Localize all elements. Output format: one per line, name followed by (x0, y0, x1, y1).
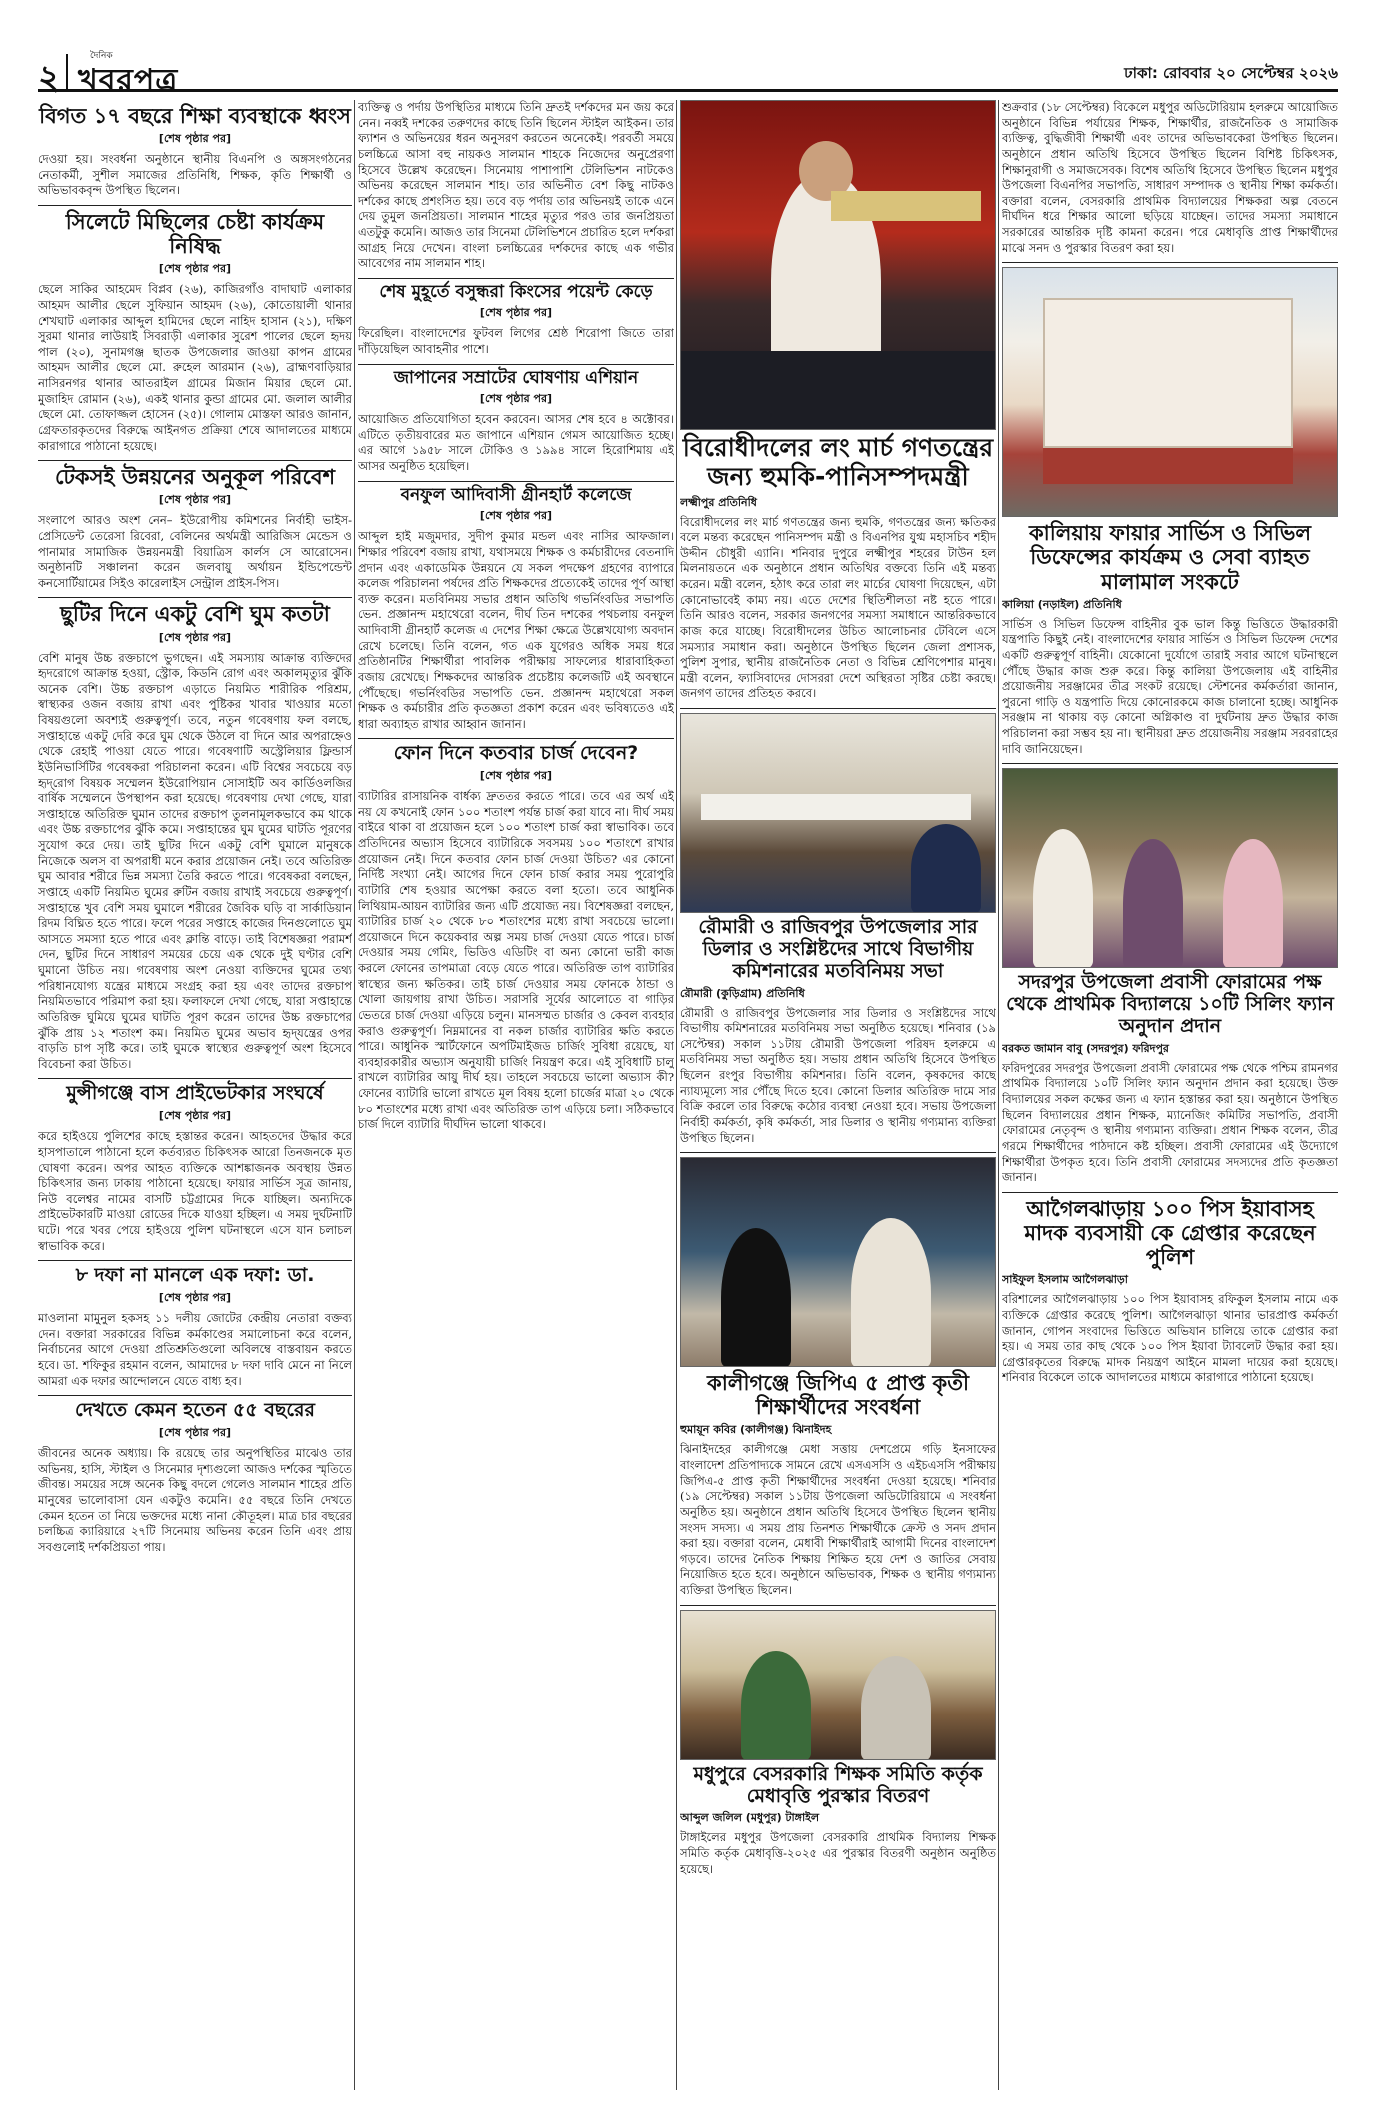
article-body: ফরিদপুরের সদরপুর উপজেলা প্রবাসী ফোরামের পক্ষ থেকে পশ্চিম রামনগর প্রাথমিক বিদ্যালয়ে ১০টি সিলিং ফ্যান অনুদান প্রদান করা হয়েছে। উক্ত বিদ্যালয়ের সকল কক্ষের জন্য এ ফ্যান হস্তান্তর করা হয়। অনুষ্ঠানে উপস্থিত ছিলেন বিদ্যালয়ের প্রধান শিক্ষক, ম্যানেজিং কমিটির সভাপতি, প্রবাসী ফোরামের নেতৃবৃন্দ ও স্থানীয় গণ্যমান্য ব্যক্তিরা। প্রধান শিক্ষক বলেন, তীব্র গরমে শিক্ষার্থীদের পাঠদানে কষ্ট হচ্ছিল। প্রবাসী ফোরামের এই উদ্যোগে শিক্ষার্থীরা উপকৃত হবে। তিনি প্রবাসী ফোরামের সদস্যদের প্রতি কৃতজ্ঞতা জানান। (1002, 1060, 1338, 1185)
news-photo (1002, 267, 1338, 517)
article-continuation (358, 100, 674, 272)
news-photo (680, 1610, 996, 1760)
article (358, 743, 674, 1133)
divider (38, 1260, 352, 1261)
article (358, 283, 674, 358)
news-photo (680, 1157, 996, 1367)
article (680, 917, 996, 1146)
article (38, 602, 352, 1072)
article-body: সার্ভিস ও সিভিল ডিফেন্স বাহিনীর বুক ভাল কিন্তু ভিত্তিতে উদ্ধারকারী যন্ত্রপাতি কিছুই নেই। বাংলাদেশের ফায়ার সার্ভিস ও সিভিল ডিফেন্স দেশের একটি গুরুত্বপূর্ণ বাহিনী। যেকোনো দুর্যোগে তারাই সবার আগে ঘটনাস্থলে পৌঁছে উদ্ধার কাজ শুরু করে। কিন্তু কালিয়া উপজেলায় এই বাহিনীর প্রয়োজনীয় সরঞ্জামের তীব্র সংকট রয়েছে। স্টেশনের কর্মকর্তারা জানান, পুরনো গাড়ি ও যন্ত্রপাতি দিয়ে কোনোরকমে কাজ চালানো হচ্ছে। আধুনিক সরঞ্জাম না থাকায় বড় কোনো অগ্নিকাণ্ড বা দুর্ঘটনায় দ্রুত উদ্ধার কাজ পরিচালনা করা সম্ভব হয় না। স্থানীয়রা দ্রুত প্রয়োজনীয় সরঞ্জাম সরবরাহের দাবি জানিয়েছেন। (1002, 616, 1338, 756)
continued-label: [শেষ পৃষ্ঠার পর] (479, 392, 553, 406)
continued-label: [শেষ পৃষ্ঠার পর] (158, 1109, 232, 1123)
headline: ছুটির দিনে একটু বেশি ঘুম কতটা (60, 602, 330, 627)
divider (680, 708, 996, 709)
headline: শেষ মুহূর্তে বসুন্ধরা কিংসের পয়েন্ট কেড়ে (379, 281, 653, 302)
divider (38, 597, 352, 598)
headline: কালীগঞ্জে জিপিএ ৫ প্রাপ্ত কৃতী শিক্ষার্থীদের সংবর্ধনা (707, 1371, 969, 1420)
article-body: মাওলানা মামুনুল হকসহ ১১ দলীয় জোটের কেন্দ্রীয় নেতারা বক্তব্য দেন। বক্তারা সরকারের বিভিন্ন কর্মকাণ্ডের সমালোচনা করে বলেন, নির্বাচনের আগে দেওয়া প্রতিশ্রুতিগুলো অবিলম্বে বাস্তবায়ন করতে হবে। ডা. শফিকুর রহমান বলেন, আমাদের ৮ দফা দাবি মেনে না নিলে আমরা এক দফার আন্দোলনে যেতে বাধ্য হব। (38, 1311, 352, 1388)
article (1002, 521, 1338, 757)
article-body: আয়োজিত প্রতিযোগিতা হবেন করবেন। আসর শেষ হবে ৪ অক্টোবর। এটিতে তৃতীয়বারের মত জাপানে এশিয়ান গেমস আয়োজিত হচ্ছে। এর আগে ১৯৫৮ সালে টোকিও ও ১৯৯৪ সালে হিরোশিমায় এই আসর অনুষ্ঠিত হয়েছিল। (358, 412, 674, 474)
article-body: আব্দুল হাই মজুমদার, সুদীপ কুমার মন্ডল এবং নাসির আফজাল। শিক্ষার পরিবেশ বজায় রাখা, যথাসময়ে শিক্ষক ও কর্মচারীদের বেতনাদি প্রদান এবং একাডেমিক উন্নয়নে যে সকল পদক্ষেপ গ্রহণের ব্যাপারে কলেজ পরিচালনা পর্ষদের প্রতি শিক্ষকদের প্রত্যেকেই তাদের পূর্ণ আস্থা ব্যক্ত করেন। মতবিনিময় সভার প্রধান অতিথি গভর্নিংবডির সভাপতি ভেন. প্রজ্ঞানন্দ মহাথেরো বলেন, দীর্ঘ তিন দশকের পথচলায় বনফুল আদিবাসী গ্রীনহার্ট কলেজ এ দেশের শিক্ষা ক্ষেত্রে উল্লেখযোগ্য অবদান রেখে চলেছে। তিনি বলেন, গত এক যুগেরও অধিক সময় ধরে প্রতিষ্ঠানটির শিক্ষার্থীরা পাবলিক পরীক্ষায় সাফল্যের ধারাবাহিকতা বজায় রেখেছে। শিক্ষকদের আন্তরিক প্রচেষ্টায় কলেজটি এই অবস্থানে পৌঁছেছে। গভর্নিংবডির সভাপতি ভেন. প্রজ্ঞানন্দ মহাথেরো সকল শিক্ষক ও কর্মচারীর প্রতি কৃতজ্ঞতা প্রকাশ করেন এবং ভবিষ্যতেও এই ধারা অব্যাহত রাখার আহ্বান জানান। (358, 529, 674, 731)
column-rule (354, 100, 355, 2090)
paper-name: খবরপত্র (78, 63, 179, 98)
article (38, 1083, 352, 1254)
article-body: বরিশালের আগৈলঝাড়ায় ১০০ পিস ইয়াবাসহ রফিকুল ইসলাম নামে এক ব্যক্তিকে গ্রেপ্তার করেছে পুলিশ। আগৈলঝাড়া থানার ভারপ্রাপ্ত কর্মকর্তা জানান, গোপন সংবাদের ভিত্তিতে অভিযান চালিয়ে তাকে গ্রেপ্তার করা হয়। এ সময় তার কাছ থেকে ১০০ পিস ইয়াবা ট্যাবলেট উদ্ধার করা হয়। গ্রেপ্তারকৃতের বিরুদ্ধে মাদক নিয়ন্ত্রণ আইনে মামলা দায়ের করা হয়েছে। শনিবার বিকেলে তাকে আদালতের মাধ্যমে কারাগারে পাঠানো হয়েছে। (1002, 1292, 1338, 1385)
article-body: জীবনের অনেক অধ্যায়। কি রয়েছে তার অনুপস্থিতির মাঝেও তার অভিনয়, হাসি, স্টাইল ও সিনেমার দৃশ্যগুলো আজও দর্শকের স্মৃতিতে জীবন্ত। সময়ের সঙ্গে অনেক কিছু বদলে গেলেও সালমান শাহের প্রতি মানুষের ভালোবাসা যেন একটুও কমেনি। ৫৫ বছরে তিনি দেখতে কেমন হতেন তা নিয়ে ভক্তদের মধ্যে নানা কৌতূহল। মাত্র চার বছরের চলচ্চিত্র ক্যারিয়ারে ২৭টি সিনেমায় অভিনয় করেন তিনি এবং প্রায় সবগুলোই দর্শকপ্রিয়তা পায়। (38, 1446, 352, 1554)
continued-label: [শেষ পৃষ্ঠার পর] (158, 630, 232, 644)
page-number: ২ (38, 58, 61, 98)
student-figure (721, 1228, 791, 1367)
article-body: ব্যাটারির রাসায়নিক বার্ধক্য দ্রুততর করতে পারে। তবে এর অর্থ এই নয় যে কখনোই ফোন ১০০ শতাংশ পর্যন্ত চার্জ করা যাবে না। দীর্ঘ সময় বাইরে থাকা বা প্রয়োজন হলে ১০০ শতাংশ চার্জ করা স্বাভাবিক। তবে প্রতিদিনের অভ্যাস হিসেবে ব্যাটারিকে সবসময় ১০০ শতাংশে রাখার প্রয়োজন নেই। দিনে কতবার ফোন চার্জ দেওয়া উচিত? এর কোনো নির্দিষ্ট সংখ্যা নেই। আগের দিনে ফোন চার্জ করার সময় পুরোপুরি ব্যাটারি শেষ হওয়ার অপেক্ষা করতে বলা হতো। তবে আধুনিক লিথিয়াম-আয়ন ব্যাটারির জন্য এটি প্রযোজ্য নয়। বিশেষজ্ঞরা বলছেন, ব্যাটারির চার্জ ২০ থেকে ৮০ শতাংশের মধ্যে রাখা সবচেয়ে ভালো। প্রয়োজনে দিনে কয়েকবার অল্প সময় চার্জ দেওয়া যেতে পারে। চার্জ দেওয়ার সময় গেমিং, ভিডিও এডিটিং বা অন্য কোনো ভারী কাজ করলে ফোনের তাপমাত্রা বেড়ে যেতে পারে। অতিরিক্ত তাপ ব্যাটারির স্বাস্থ্যের জন্য ক্ষতিকর। তাই চার্জ দেওয়ার সময় ফোনকে ঠান্ডা ও খোলা জায়গায় রাখা উচিত। সরাসরি সূর্যের আলোতে বা গাড়ির ভেতরে চার্জ দেওয়া এড়িয়ে চলুন। মানসম্মত চার্জার ও কেবল ব্যবহার করাও গুরুত্বপূর্ণ। নিম্নমানের বা নকল চার্জার ব্যাটারির ক্ষতি করতে পারে। আধুনিক স্মার্টফোনে অপটিমাইজড চার্জিং সুবিধা রয়েছে, যা ব্যবহারকারীর অভ্যাস অনুযায়ী চার্জিং নিয়ন্ত্রণ করে। এই সুবিধাটি চালু রাখলে ব্যাটারির আয়ু দীর্ঘ হয়। তাহলে সবচেয়ে ভালো অভ্যাস কী? ফোনের ব্যাটারি ভালো রাখতে মূল বিষয় হলো চার্জের মাত্রা ২০ থেকে ৮০ শতাংশের মধ্যে রাখা এবং অতিরিক্ত তাপ এড়িয়ে চলা। সঠিকভাবে চার্জ দিলে ব্যাটারি দীর্ঘদিন ভালো থাকবে। (358, 789, 674, 1132)
article-continuation (1002, 100, 1338, 256)
byline: রৌমারী (কুড়িগ্রাম) প্রতিনিধি (680, 986, 805, 1000)
divider (358, 364, 674, 365)
headline: সদরপুর উপজেলা প্রবাসী ফোরামের পক্ষ থেকে প্রাথমিক বিদ্যালয়ে ১০টি সিলিং ফ্যান অনুদান প্রদান (1006, 971, 1334, 1037)
article (680, 1371, 996, 1599)
byline: লক্ষ্মীপুর প্রতিনিধি (680, 495, 757, 509)
article (358, 486, 674, 733)
article-body: ফিরেছিল। বাংলাদেশের ফুটবল লিগের শ্রেষ্ঠ শিরোপা জিতে তারা দাঁড়িয়েছিল আবাহনীর পাশে। (358, 326, 674, 357)
article (1002, 1197, 1338, 1386)
continued-label: [শেষ পৃষ্ঠার পর] (158, 493, 232, 507)
audience (681, 351, 995, 430)
divider (38, 1395, 352, 1396)
article (38, 210, 352, 454)
masthead-divider (66, 54, 68, 90)
column-4 (1002, 100, 1338, 2090)
guest-figure (1123, 839, 1183, 968)
article-body: বেশি মানুষ উচ্চ রক্তচাপে ভুগছেন। এই সমস্যায় আক্রান্ত ব্যক্তিদের হৃদরোগে আক্রান্ত হওয়া, স্ট্রোক, কিডনি রোগ এবং অকালমৃত্যুর ঝুঁকি অনেক বেশি। উচ্চ রক্তচাপ এড়াতে নিয়মিত শারীরিক পরিশ্রম, স্বাস্থ্যকর ওজন বজায় রাখা এবং পুষ্টিকর খাবার খাওয়ার মতো বিষয়গুলো অবশ্যই গুরুত্বপূর্ণ। তবে, নতুন গবেষণায় ফল বলছে, সপ্তাহান্তে একটু দেরি করে ঘুম থেকে উঠলে বা দিনে আর অপরাহ্নেও থেকে রেহাই পাওয়া যেতে পারে। গবেষণাটি অস্ট্রেলিয়ার ফ্লিন্ডার্স ইউনিভার্সিটির গবেষকরা পরিচালনা করেন। এটি বিশ্বের সবচেয়ে বড় হৃদ্‌রোগ বিষয়ক সম্মেলন ইউরোপিয়ান সোসাইটি অব কার্ডিওলজির বার্ষিক সম্মেলনে উপস্থাপন করা হয়েছে। গবেষণায় দেখা গেছে, যারা সপ্তাহান্তে অতিরিক্ত ঘুমান তাদের রক্তচাপ তুলনামূলকভাবে কম থাকে এবং উচ্চ রক্তচাপের ঝুঁকি কমে। সপ্তাহান্তের ঘুম ঘুমের ঘাটতি পূরণের সুযোগ করে দেয়। তাই ছুটির দিনে একটু বেশি ঘুমালে মানুষকে নিজেকে অলস বা অপরাধী মনে করার প্রয়োজন নেই। তবে অতিরিক্ত ঘুম আবার শরীরে ভিন্ন সমস্যা তৈরি করতে পারে। গবেষকরা বলছেন, সপ্তাহে একটি নিয়মিত ঘুমের রুটিন বজায় রাখাই সবচেয়ে গুরুত্বপূর্ণ। সপ্তাহান্তে খুব বেশি সময় ঘুমালে শরীরের জৈবিক ঘড়ি বা সার্কাডিয়ান রিদম বিঘ্নিত হতে পারে। ফলে পরের সপ্তাহে কাজের দিনগুলোতে ঘুম আসতে সমস্যা হতে পারে এবং ক্লান্তি বাড়ে। তাই বিশেষজ্ঞরা পরামর্শ দেন, ছুটির দিনে সাধারণ সময়ের চেয়ে এক থেকে দুই ঘণ্টার বেশি ঘুমানো উচিত নয়। গবেষণায় অংশ নেওয়া ব্যক্তিদের ঘুমের তথ্য পরিধানযোগ্য যন্ত্রের মাধ্যমে সংগ্রহ করা হয় এবং তাদের রক্তচাপ নিয়মিতভাবে পরিমাপ করা হয়। ফলাফলে দেখা গেছে, যারা সপ্তাহান্তে অতিরিক্ত ঘুমিয়ে ঘুমের ঘাটতি পূরণ করেন তাদের উচ্চ রক্তচাপের ঝুঁকি প্রায় ১২ শতাংশ কম। নিয়মিত ঘুমের অভাব হৃদ্‌যন্ত্রের ওপর বাড়তি চাপ সৃষ্টি করে। তাই ঘুমকে স্বাস্থ্যের গুরুত্বপূর্ণ অংশ হিসেবে বিবেচনা করা উচিত। (38, 650, 352, 1071)
divider (1002, 1192, 1338, 1193)
divider (680, 1605, 996, 1606)
headline: মুন্সীগঞ্জে বাস প্রাইভেটকার সংঘর্ষে (66, 1082, 324, 1105)
news-photo (680, 100, 996, 430)
column-1 (38, 100, 352, 2090)
article (358, 369, 674, 475)
headline: টেকসই উন্নয়নের অনুকূল পরিবেশ (54, 465, 336, 490)
byline: আব্দুল জলিল (মধুপুর) টাঙ্গাইল (680, 1811, 820, 1825)
continued-label: [শেষ পৃষ্ঠার পর] (158, 1291, 232, 1305)
article (680, 1764, 996, 1878)
divider (38, 460, 352, 461)
headline: রৌমারী ও রাজিবপুর উপজেলার সার ডিলার ও সংশ্লিষ্টদের সাথে বিভাগীয় কমিশনারের মতবিনিময় সভা (698, 916, 978, 982)
article (38, 1265, 352, 1389)
byline: হুমায়ূন কবির (কালীগঞ্জ) ঝিনাইদহ (680, 1423, 832, 1437)
guest-figure (741, 1651, 811, 1760)
continued-label: [শেষ পৃষ্ঠার পর] (158, 262, 232, 276)
continued-label: [শেষ পৃষ্ঠার পর] (479, 769, 553, 783)
divider (38, 1078, 352, 1079)
building (1043, 298, 1293, 448)
divider (1002, 763, 1338, 764)
paper-tagline: দৈনিক (90, 51, 113, 61)
news-photo (1002, 768, 1338, 968)
dateline: ঢাকা: রোববার ২০ সেপ্টেম্বর ২০২৬ (1124, 64, 1338, 82)
article-body: দেওয়া হয়। সংবর্ধনা অনুষ্ঠানে স্থানীয় বিএনপি ও অঙ্গসংগঠনের নেতাকর্মী, সুশীল সমাজের প্রতিনিধি, শিক্ষক, কৃতি শিক্ষার্থী ও অভিভাবকবৃন্দ উপস্থিত ছিলেন। (38, 152, 352, 198)
article-body: করে হাইওয়ে পুলিশের কাছে হস্তান্তর করেন। আহতদের উদ্ধার করে হাসপাতালে পাঠানো হলে কর্তব্যরত চিকিৎসক আরো তিনজনকে মৃত ঘোষণা করেন। অপর আহত ব্যক্তিকে আশঙ্কাজনক অবস্থায় উন্নত চিকিৎসার জন্য ঢাকায় পাঠানো হয়েছে। ফায়ার সার্ভিস সূত্র জানায়, নিউ বলেশ্বর নামের বাসটি চট্টগ্রামের দিকে যাচ্ছিল। অন্যদিকে প্রাইভেটকারটি মাওয়া রোডের দিকে যাওয়া হচ্ছিল। এ সময় দুর্ঘটনাটি ঘটে। পরে খবর পেয়ে হাইওয়ে পুলিশ ঘটনাস্থলে এসে যান চলাচল স্বাভাবিক করে। (38, 1129, 352, 1253)
article (38, 1400, 352, 1555)
news-photo (680, 713, 996, 913)
byline: কালিয়া (নড়াইল) প্রতিনিধি (1002, 597, 1122, 611)
article (1002, 972, 1338, 1186)
continued-label: [শেষ পৃষ্ঠার পর] (158, 132, 232, 146)
article (680, 434, 996, 702)
headline: বিগত ১৭ বছরে শিক্ষা ব্যবস্থাকে ধ্বংস (39, 104, 351, 128)
article-body: রৌমারী ও রাজিবপুর উপজেলার সার ডিলার ও সংশ্লিষ্টদের সাথে বিভাগীয় কমিশনারের মতবিনিময় সভা অনুষ্ঠিত হয়েছে। শনিবার (১৯ সেপ্টেম্বর) সকাল ১১টায় রৌমারী উপজেলা পরিষদ হলরুমে এ মতবিনিময় সভা অনুষ্ঠিত হয়। সভায় প্রধান অতিথি হিসেবে উপস্থিত ছিলেন রংপুর বিভাগীয় কমিশনার। তিনি বলেন, কৃষকদের কাছে ন্যায্যমূল্যে সার পৌঁছে দিতে হবে। কোনো ডিলার অতিরিক্ত দামে সার বিক্রি করলে তার বিরুদ্ধে কঠোর ব্যবস্থা নেওয়া হবে। সভায় উপজেলা নির্বাহী কর্মকর্তা, কৃষি কর্মকর্তা, সার ডিলার ও স্থানীয় গণ্যমান্য ব্যক্তিরা উপস্থিত ছিলেন। (680, 1005, 996, 1145)
building-base (1043, 448, 1293, 484)
headline: জাপানের সম্রাটের ঘোষণায় এশিয়ান (393, 367, 639, 388)
article-body: ছেলে সাকির আহমেদ বিপ্লব (২৬), কাজিরগাঁও বাদাঘাট এলাকার আহমদ আলীর ছেলে সুফিয়ান আহমদ (২৬), কোতোয়ালী থানার শেখঘাট এলাকার আব্দুল হামিদের ছেলে নাহিদ হাসান (২১), দক্ষিণ সুরমা থানার লাউয়াই সিবরাড়ী এলাকার সুরেশ পালের ছেলে হৃদয় পাল (২০), সুনামগঞ্জ ছাতক উপজেলার জাওয়া কাপন গ্রামের আহমদ আলীর ছেলে মো. রুহেল আরমান (২৬), ব্রাহ্মণবাড়িয়ার নাসিরনগর থানার আতরাইল গ্রামের মিজান মিয়ার ছেলে মো. মুজাহিদ রোমান (২৬), একই থানার কুন্ডা গ্রামের মো. জলাল আলীর ছেলে মো. তোফাজ্জল হোসেন (২৫)। গোলাম মোস্তফা আরও জানান, গ্রেফতারকৃতদের বিরুদ্ধে আইনগত প্রক্রিয়া শেষে আদালতের মাধ্যমে কারাগারে পাঠানো হয়েছে। (38, 282, 352, 453)
byline: বরকত জামান বাবু (সদরপুর) ফরিদপুর (1002, 1041, 1169, 1055)
divider (38, 205, 352, 206)
guest-figure (851, 1218, 931, 1367)
headline: বনফুল আদিবাসী গ্রীনহার্ট কলেজে (400, 484, 632, 505)
guest-figure (1223, 839, 1283, 968)
column-3 (680, 100, 996, 2090)
article-body: শুক্রবার (১৮ সেপ্টেম্বর) বিকেলে মধুপুর অডিটোরিয়াম হলরুমে আয়োজিত অনুষ্ঠানে বিভিন্ন পর্যায়ের শিক্ষক, শিক্ষার্থীর, রাজনৈতিক ও সামাজিক ব্যক্তিত্ব, বুদ্ধিজীবী শিক্ষার্থী এবং তাদের অভিভাবকেরা উপস্থিত ছিলেন। অনুষ্ঠানে প্রধান অতিথি হিসেবে উপস্থিত ছিলেন বিশিষ্ট চিকিৎসক, শিক্ষানুরাগী ও সমাজসেবক। বিশেষ অতিথি হিসেবে উপস্থিত ছিলেন মধুপুর উপজেলা বিএনপির সভাপতি, সাধারণ সম্পাদক ও স্থানীয় শিক্ষা কর্মকর্তা। বক্তারা বলেন, বেসরকারি প্রাথমিক বিদ্যালয়ের শিক্ষকরা অল্প বেতনে দীর্ঘদিন ধরে শিক্ষার আলো ছড়িয়ে যাচ্ছেন। তাদের সমস্যা সমাধানে সরকারের আন্তরিক দৃষ্টি কামনা করেন। পরে মেধাবৃত্তি প্রাপ্ত শিক্ষার্থীদের মাঝে সনদ ও পুরস্কার বিতরণ করা হয়। (1002, 100, 1338, 255)
masthead (38, 51, 1338, 98)
article-body: সংলাপে আরও অংশ নেন– ইউরোপীয় কমিশনের নির্বাহী ভাইস-প্রেসিডেন্ট তেরেসা রিবেরা, বেলিনের অর্থমন্ত্রী আরিজিস মেন্ডেস ও পানামার সামাজিক উন্নয়নমন্ত্রী বিয়াত্রিস কার্লস সে আরোসেন। অনুষ্ঠানটি সঞ্চালনা করেন জলবায়ু অর্থায়ন ইন্ডিপেন্ডেন্ট কনসোর্টিয়ামের সিইও কারেলাইস সেন্ট্রাল প্রাইস-পিস। (38, 513, 352, 590)
divider (1002, 262, 1338, 263)
headline: ফোন দিনে কতবার চার্জ দেবেন? (393, 742, 639, 765)
officer-figure (911, 824, 981, 913)
article (38, 104, 352, 199)
divider (358, 738, 674, 739)
divider (680, 1152, 996, 1153)
headline: সিলেটে মিছিলের চেষ্টা কার্যক্রম নিষিদ্ধ (65, 210, 325, 259)
divider (358, 278, 674, 279)
article-body: ব্যক্তিত্ব ও পর্দায় উপস্থিতির মাধ্যমে তিনি দ্রুতই দর্শকদের মন জয় করে নেন। নব্বই দশকের তরুণদের কাছে তিনি ছিলেন স্টাইল আইকন। তার ফ্যাশন ও অভিনয়ের ধরন অনুসরণ করতেন অনেকেই। পরবর্তী সময়ে চলচ্চিত্রে আসা বহু নায়কও সালমান শাহকে নিজেদের অনুপ্রেরণা হিসেবে উল্লেখ করেছেন। সিনেমায় পাশাপাশি টেলিভিশন নাটকেও অভিনয় করেছেন সালমান শাহ। তার অভিনীত বেশ কিছু নাটকও দর্শকের কাছে প্রশংসিত হয়। তবে বড় পর্দায় তার অভিনয়ই তাকে এনে দেয় তুমুল জনপ্রিয়তা। সালমান শাহের মৃত্যুর পরও তার জনপ্রিয়তা এতটুকু কমেনি। আজও তার সিনেমা টেলিভিশনে প্রচারিত হলে দর্শকরা আগ্রহ নিয়ে দেখেন। বাংলা চলচ্চিত্রের দর্শকদের কাছে এক গভীর আবেগের নাম সালমান শাহ। (358, 100, 674, 271)
article-body: ঝিনাইদহের কালীগঞ্জে মেধা সত্তায় দেশপ্রেমে গড়ি ইনসাফের বাংলাদেশ প্রতিপাদ্যকে সামনে রেখে এসএসসি ও এইচএসসি পরীক্ষায় জিপিএ-৫ প্রাপ্ত কৃতী শিক্ষার্থীদের সংবর্ধনা দেওয়া হয়েছে। শনিবার (১৯ সেপ্টেম্বর) সকাল ১১টায় উপজেলা অডিটোরিয়ামে এ সংবর্ধনা অনুষ্ঠিত হয়। অনুষ্ঠানে প্রধান অতিথি হিসেবে উপস্থিত ছিলেন স্থানীয় সংসদ সদস্য। এ সময় প্রায় তিনশত শিক্ষার্থীকে ক্রেস্ট ও সনদ প্রদান করা হয়। বক্তারা বলেন, মেধাবী শিক্ষার্থীরাই আগামী দিনের বাংলাদেশ গড়বে। তাদের নৈতিক শিক্ষায় শিক্ষিত হয়ে দেশ ও জাতির সেবায় নিয়োজিত হতে হবে। অনুষ্ঠানে অভিভাবক, শিক্ষক ও স্থানীয় গণ্যমান্য ব্যক্তিরা উপস্থিত ছিলেন। (680, 1442, 996, 1598)
stage-banner (831, 191, 981, 221)
guest-figure (1033, 829, 1093, 968)
column-2 (358, 100, 674, 2090)
article-body: বিরোধীদলের লং মার্চ গণতন্ত্রের জন্য হুমকি, গণতন্ত্রের জন্য ক্ষতিকর বলে মন্তব্য করেছেন পানিসম্পদ মন্ত্রী ও বিএনপির যুগ্ম মহাসচিব শহীদ উদ্দীন চৌধুরী এ্যানি। শনিবার দুপুরে লক্ষ্মীপুর শহরের টাউন হল মিলনায়তনে এক অনুষ্ঠানে প্রধান অতিথির বক্তব্যে তিনি এই মন্তব্য করেন। মন্ত্রী বলেন, হঠাৎ করে তারা লং মার্চের ঘোষণা দিয়েছেন, এটা কোনোভাবেই কাম্য নয়। এতে দেশের স্থিতিশীলতা নষ্ট হতে পারে। তিনি আরও বলেন, সরকার জনগণের সমস্যা সমাধানে আন্তরিকভাবে কাজ করে যাচ্ছে। বিরোধীদলের উচিত আলোচনার টেবিলে এসে সমস্যার সমাধান করা। অনুষ্ঠানে উপস্থিত ছিলেন জেলা প্রশাসক, পুলিশ সুপার, স্থানীয় রাজনৈতিক নেতা ও বিভিন্ন শ্রেণিপেশার মানুষ। মন্ত্রী বলেন, ফ্যাসিবাদের দোসররা দেশে অস্থিরতা সৃষ্টির চেষ্টা করছে। জনগণ তাদের প্রতিহত করবে। (680, 514, 996, 701)
recipient-figure (861, 1656, 931, 1760)
byline: সাইফুল ইসলাম আগৈলঝাড়া (1002, 1273, 1128, 1287)
headline: বিরোধীদলের লং মার্চ গণতন্ত্রের জন্য হুমকি-পানিসম্পদমন্ত্রী (682, 433, 994, 491)
article (38, 465, 352, 591)
meeting-table (701, 794, 971, 820)
continued-label: [শেষ পৃষ্ঠার পর] (479, 509, 553, 523)
headline: দেখতে কেমন হতেন ৫৫ বছরের (75, 1399, 315, 1422)
headline: ৮ দফা না মানলে এক দফা: ডা. (75, 1264, 315, 1287)
headline: কালিয়ায় ফায়ার সার্ভিস ও সিভিল ডিফেন্সের কার্যক্রম ও সেবা ব্যাহত মালামাল সংকটে (1028, 521, 1312, 594)
column-rule (998, 100, 999, 2090)
headline: মধুপুরে বেসরকারি শিক্ষক সমিতি কর্তৃক মেধাবৃত্তি পুরস্কার বিতরণ (693, 1762, 983, 1807)
continued-label: [শেষ পৃষ্ঠার পর] (479, 306, 553, 320)
headline: আগৈলঝাড়ায় ১০০ পিস ইয়াবাসহ মাদক ব্যবসায়ী কে গ্রেপ্তার করেছেন পুলিশ (1024, 1196, 1316, 1270)
continued-label: [শেষ পৃষ্ঠার পর] (158, 1426, 232, 1440)
column-rule (676, 100, 677, 2090)
article-body: টাঙ্গাইলের মধুপুর উপজেলা বেসরকারি প্রাথমিক বিদ্যালয় শিক্ষক সমিতি কর্তৃক মেধাবৃত্তি-২০২৫ এর পুরস্কার বিতরণী অনুষ্ঠান অনুষ্ঠিত হয়েছে। (680, 1830, 996, 1876)
divider (358, 481, 674, 482)
